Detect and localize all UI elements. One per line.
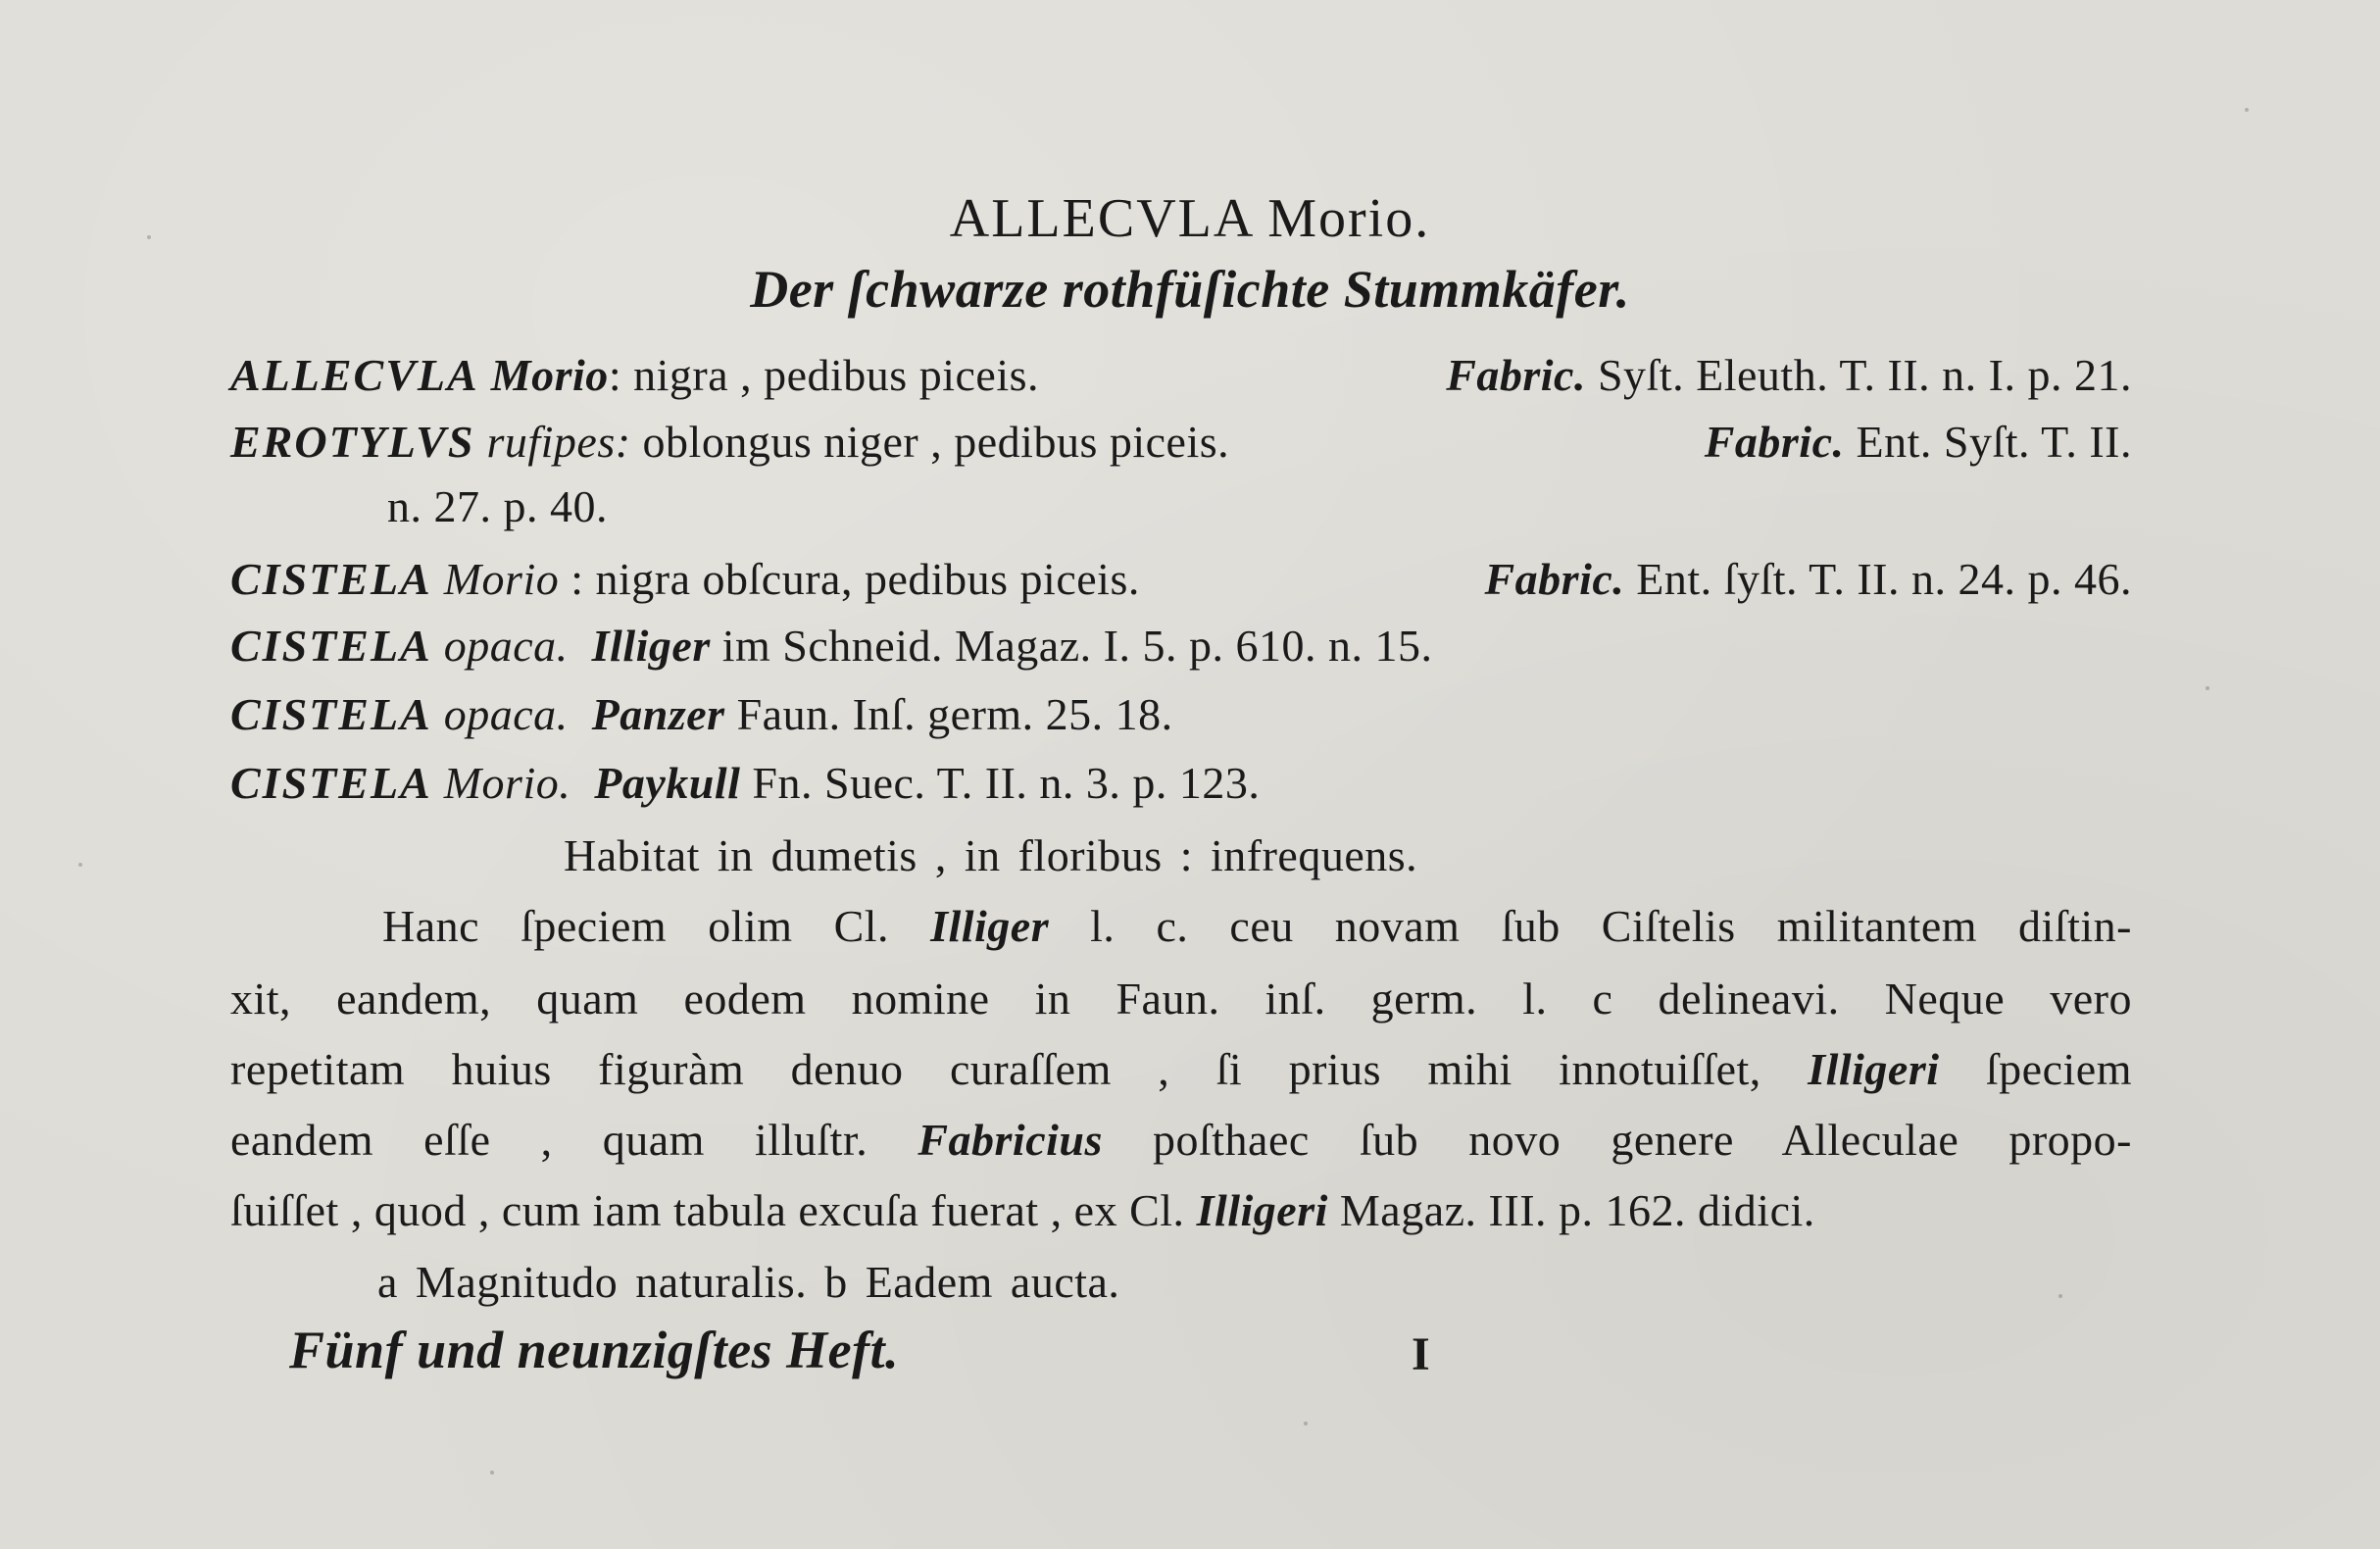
- synonym-line: [230, 758, 1261, 808]
- italic-run: Illigeri: [1196, 1185, 1328, 1235]
- italic-run: Illiger: [930, 901, 1050, 951]
- species-name: opaca.: [443, 621, 569, 671]
- synonym-line: [230, 689, 1173, 739]
- text-run: Magaz. III. p. 162. didici.: [1327, 1185, 1815, 1235]
- figure-caption: a Magnitudo naturalis. b Eadem aucta.: [377, 1257, 1120, 1307]
- text-run: poſthaec ſub novo genere Alleculae propo-: [1102, 1115, 2132, 1165]
- paper-speck: [490, 1471, 494, 1474]
- habitat-line: Habitat in dumetis , in floribus : infrequens.: [564, 830, 1418, 880]
- paragraph-line: [230, 1115, 2132, 1165]
- synonym-continuation: n. 27. p. 40.: [387, 481, 608, 531]
- reference: Faun. Inſ. germ. 25. 18.: [736, 689, 1173, 739]
- author-name: Paykull: [594, 758, 741, 808]
- species-name: Morio: [490, 350, 609, 400]
- paper-speck: [78, 863, 82, 867]
- text-run: ſpeciem: [1939, 1044, 2132, 1094]
- reference: Fn. Suec. T. II. n. 3. p. 123.: [752, 758, 1261, 808]
- text-run: xit, eandem, quam eodem nomine in Faun. inſ. germ. l. c delineavi. Neque vero: [230, 974, 2132, 1024]
- genus-name: EROTYLVS: [230, 417, 475, 467]
- paper-speck: [1304, 1422, 1308, 1425]
- italic-run: Fabricius: [917, 1115, 1103, 1165]
- author-name: Fabric.: [1704, 417, 1845, 467]
- text-run: l. c. ceu novam ſub Ciſtelis militantem diſtin-: [1049, 901, 2132, 951]
- species-name: rufipes:: [486, 417, 631, 467]
- author-name: Illiger: [591, 621, 711, 671]
- paragraph-line: [382, 901, 2132, 951]
- genus-name: CISTELA: [230, 621, 432, 671]
- genus-name: CISTELA: [230, 554, 432, 604]
- page-subtitle: Der ſchwarze rothfüſichte Stummkäfer.: [750, 260, 1630, 319]
- italic-run: Illigeri: [1808, 1044, 1940, 1094]
- reference: im Schneid. Magaz. I. 5. p. 610. n. 15.: [721, 621, 1433, 671]
- author-name: Fabric.: [1484, 554, 1625, 604]
- genus-name: CISTELA: [230, 689, 432, 739]
- genus-name: CISTELA: [230, 758, 432, 808]
- synonym-line: [230, 417, 2132, 467]
- species-name: Morio: [443, 554, 560, 604]
- synonym-line: [230, 621, 1433, 671]
- species-name: opaca.: [443, 689, 569, 739]
- author-name: Panzer: [591, 689, 725, 739]
- description: : nigra obſcura, pedibus piceis.: [570, 554, 1140, 604]
- paper-speck: [147, 235, 151, 239]
- reference: Ent. Syſt. T. II.: [1856, 417, 2132, 467]
- synonym-line: [230, 554, 2132, 604]
- paper-speck: [2245, 108, 2249, 112]
- paper-speck: [2058, 1294, 2062, 1298]
- page-title: ALLECVLA Morio.: [949, 188, 1431, 249]
- signature-mark: I: [1412, 1328, 1431, 1380]
- paragraph-line: [230, 1185, 2132, 1235]
- description: oblongus niger , pedibus piceis.: [642, 417, 1230, 467]
- reference: Syſt. Eleuth. T. II. n. I. p. 21.: [1597, 350, 2132, 400]
- text-run: Hanc ſpeciem olim Cl.: [382, 901, 931, 951]
- paragraph-line: [230, 976, 2132, 1022]
- text-run: repetitam huius figuràm denuo curaſſem , ſi prius mihi innotuiſſet,: [230, 1044, 1809, 1094]
- text-run: eandem eſſe , quam illuſtr.: [230, 1115, 918, 1165]
- species-name: Morio.: [443, 758, 571, 808]
- reference: Ent. ſyſt. T. II. n. 24. p. 46.: [1636, 554, 2132, 604]
- paragraph-line: [230, 1044, 2132, 1094]
- description: : nigra , pedibus piceis.: [608, 350, 1040, 400]
- text-run: ſuiſſet , quod , cum iam tabula excuſa fuerat , ex Cl.: [230, 1185, 1197, 1235]
- author-name: Fabric.: [1446, 350, 1586, 400]
- genus-name: ALLECVLA: [230, 350, 479, 400]
- synonym-line: [230, 350, 2132, 400]
- paper-speck: [2206, 686, 2209, 690]
- issue-footer: Fünf und neunzigſtes Heft.: [289, 1321, 900, 1379]
